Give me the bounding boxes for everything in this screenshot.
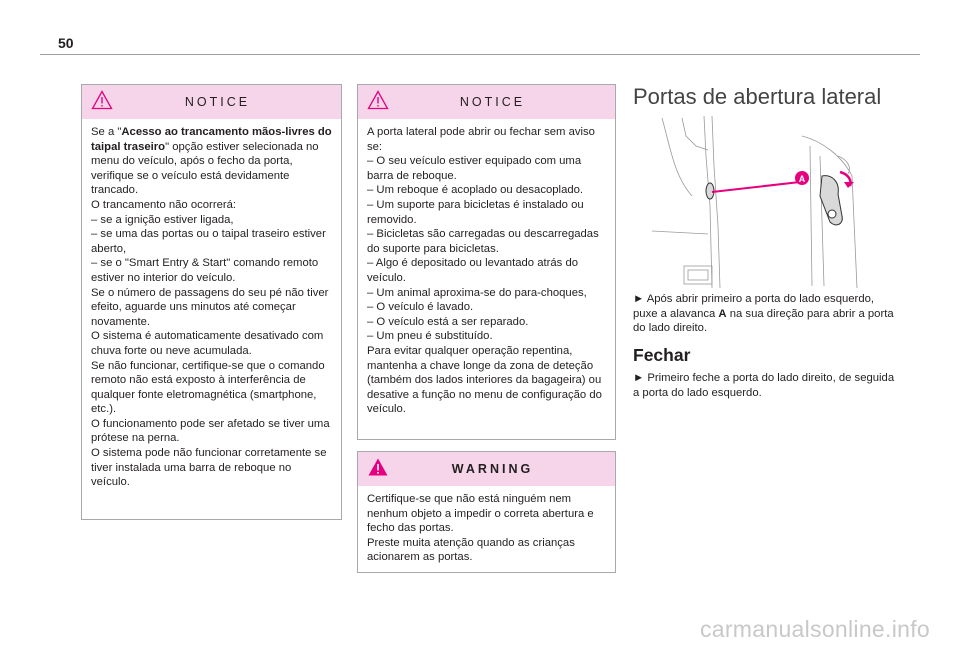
notice-title: NOTICE <box>184 95 251 109</box>
watermark: carmanualsonline.info <box>699 616 930 642</box>
notice-body <box>82 119 341 498</box>
notice-intro-pre: Se a " <box>91 126 122 138</box>
door-lever-illustration <box>652 116 874 288</box>
notice-body: A porta lateral pode abrir ou fechar sem aviso se: – O seu veículo estiver equipado com uma barra de reboque. – Um reboque é acoplado ou desacoplado. – Um suporte para bicicletas é instalado ou removido. – Bicicletas são carregadas ou descarregadas do suporte para bicicletas. – Algo é depositado ou levantado atrás do veículo. – Um animal aproxima-se do para-choques, – O veículo é lavado. – O veículo está a ser reparado. – Um pneu é substituído. Para evitar qualquer operação repentina, mantenha a chave longe da zona de deteção (também dos lados interiores da bagageira) ou desative a função no menu de configuração do veículo. <box>367 126 602 416</box>
notice-text: " opção estiver selecionada no menu do veículo, após o fecho da porta, verifique se o veículo está devidamente trancado. O trancamento não ocorrerá: – se a ignição estiver ligada, – se uma das portas ou o taipal traseiro estiver aberto, – se o "Smart Entry & Start" comando remoto estiver no interior do veículo. Se o número de passagens do seu pé não tiver efeito, aguarde uns minutos até começar novamente. O sistema é automaticamente desativado com chuva forte ou neve acumulada. Se não funcionar, certifique-se que o comando remoto não está exposto à interferência de qualquer fonte eletromagnética (smartphone, etc.). O funcionamento pode ser afetado se tiver uma prótese na perna. O sistema pode não funcionar corretamente se tiver instalada uma barra de reboque no veículo. <box>91 140 330 489</box>
header-rule <box>40 54 920 55</box>
section-title: Portas de abertura lateral <box>633 84 882 109</box>
notice-header <box>82 85 341 119</box>
warning-filled-triangle-icon <box>367 457 389 477</box>
notice-header <box>358 85 615 119</box>
close-heading: Fechar <box>633 345 691 365</box>
warning-box <box>357 451 616 573</box>
warning-header <box>358 452 615 486</box>
notice-intro-bold: Acesso ao trancamento mãos-livres do taipal traseiro <box>91 126 332 153</box>
open-instruction <box>633 292 895 336</box>
warning-title: WARNING <box>451 462 534 476</box>
step1-post: na sua direção para abrir a porta do lado direito. <box>633 307 894 335</box>
page-number: 50 <box>58 35 74 51</box>
notice-box-side-door <box>357 84 616 440</box>
callout-label-a: A <box>798 174 806 184</box>
step1-pre: ► Após abrir primeiro a porta do lado esquerdo, puxe a alavanca <box>633 293 875 320</box>
step1-bold: A <box>718 307 727 320</box>
warning-body: Certifique-se que não está ninguém nem nenhum objeto a impedir o correta abertura e fecho das portas. Preste muita atenção quando as crianças acionarem as portas. <box>367 493 594 564</box>
close-instruction: ► Primeiro feche a porta do lado direito, de seguida a porta do lado esquerdo. <box>633 372 895 399</box>
notice-box-tailgate <box>81 84 342 520</box>
warning-triangle-icon <box>91 90 113 110</box>
warning-triangle-icon <box>367 90 389 110</box>
notice-title: NOTICE <box>459 95 526 109</box>
